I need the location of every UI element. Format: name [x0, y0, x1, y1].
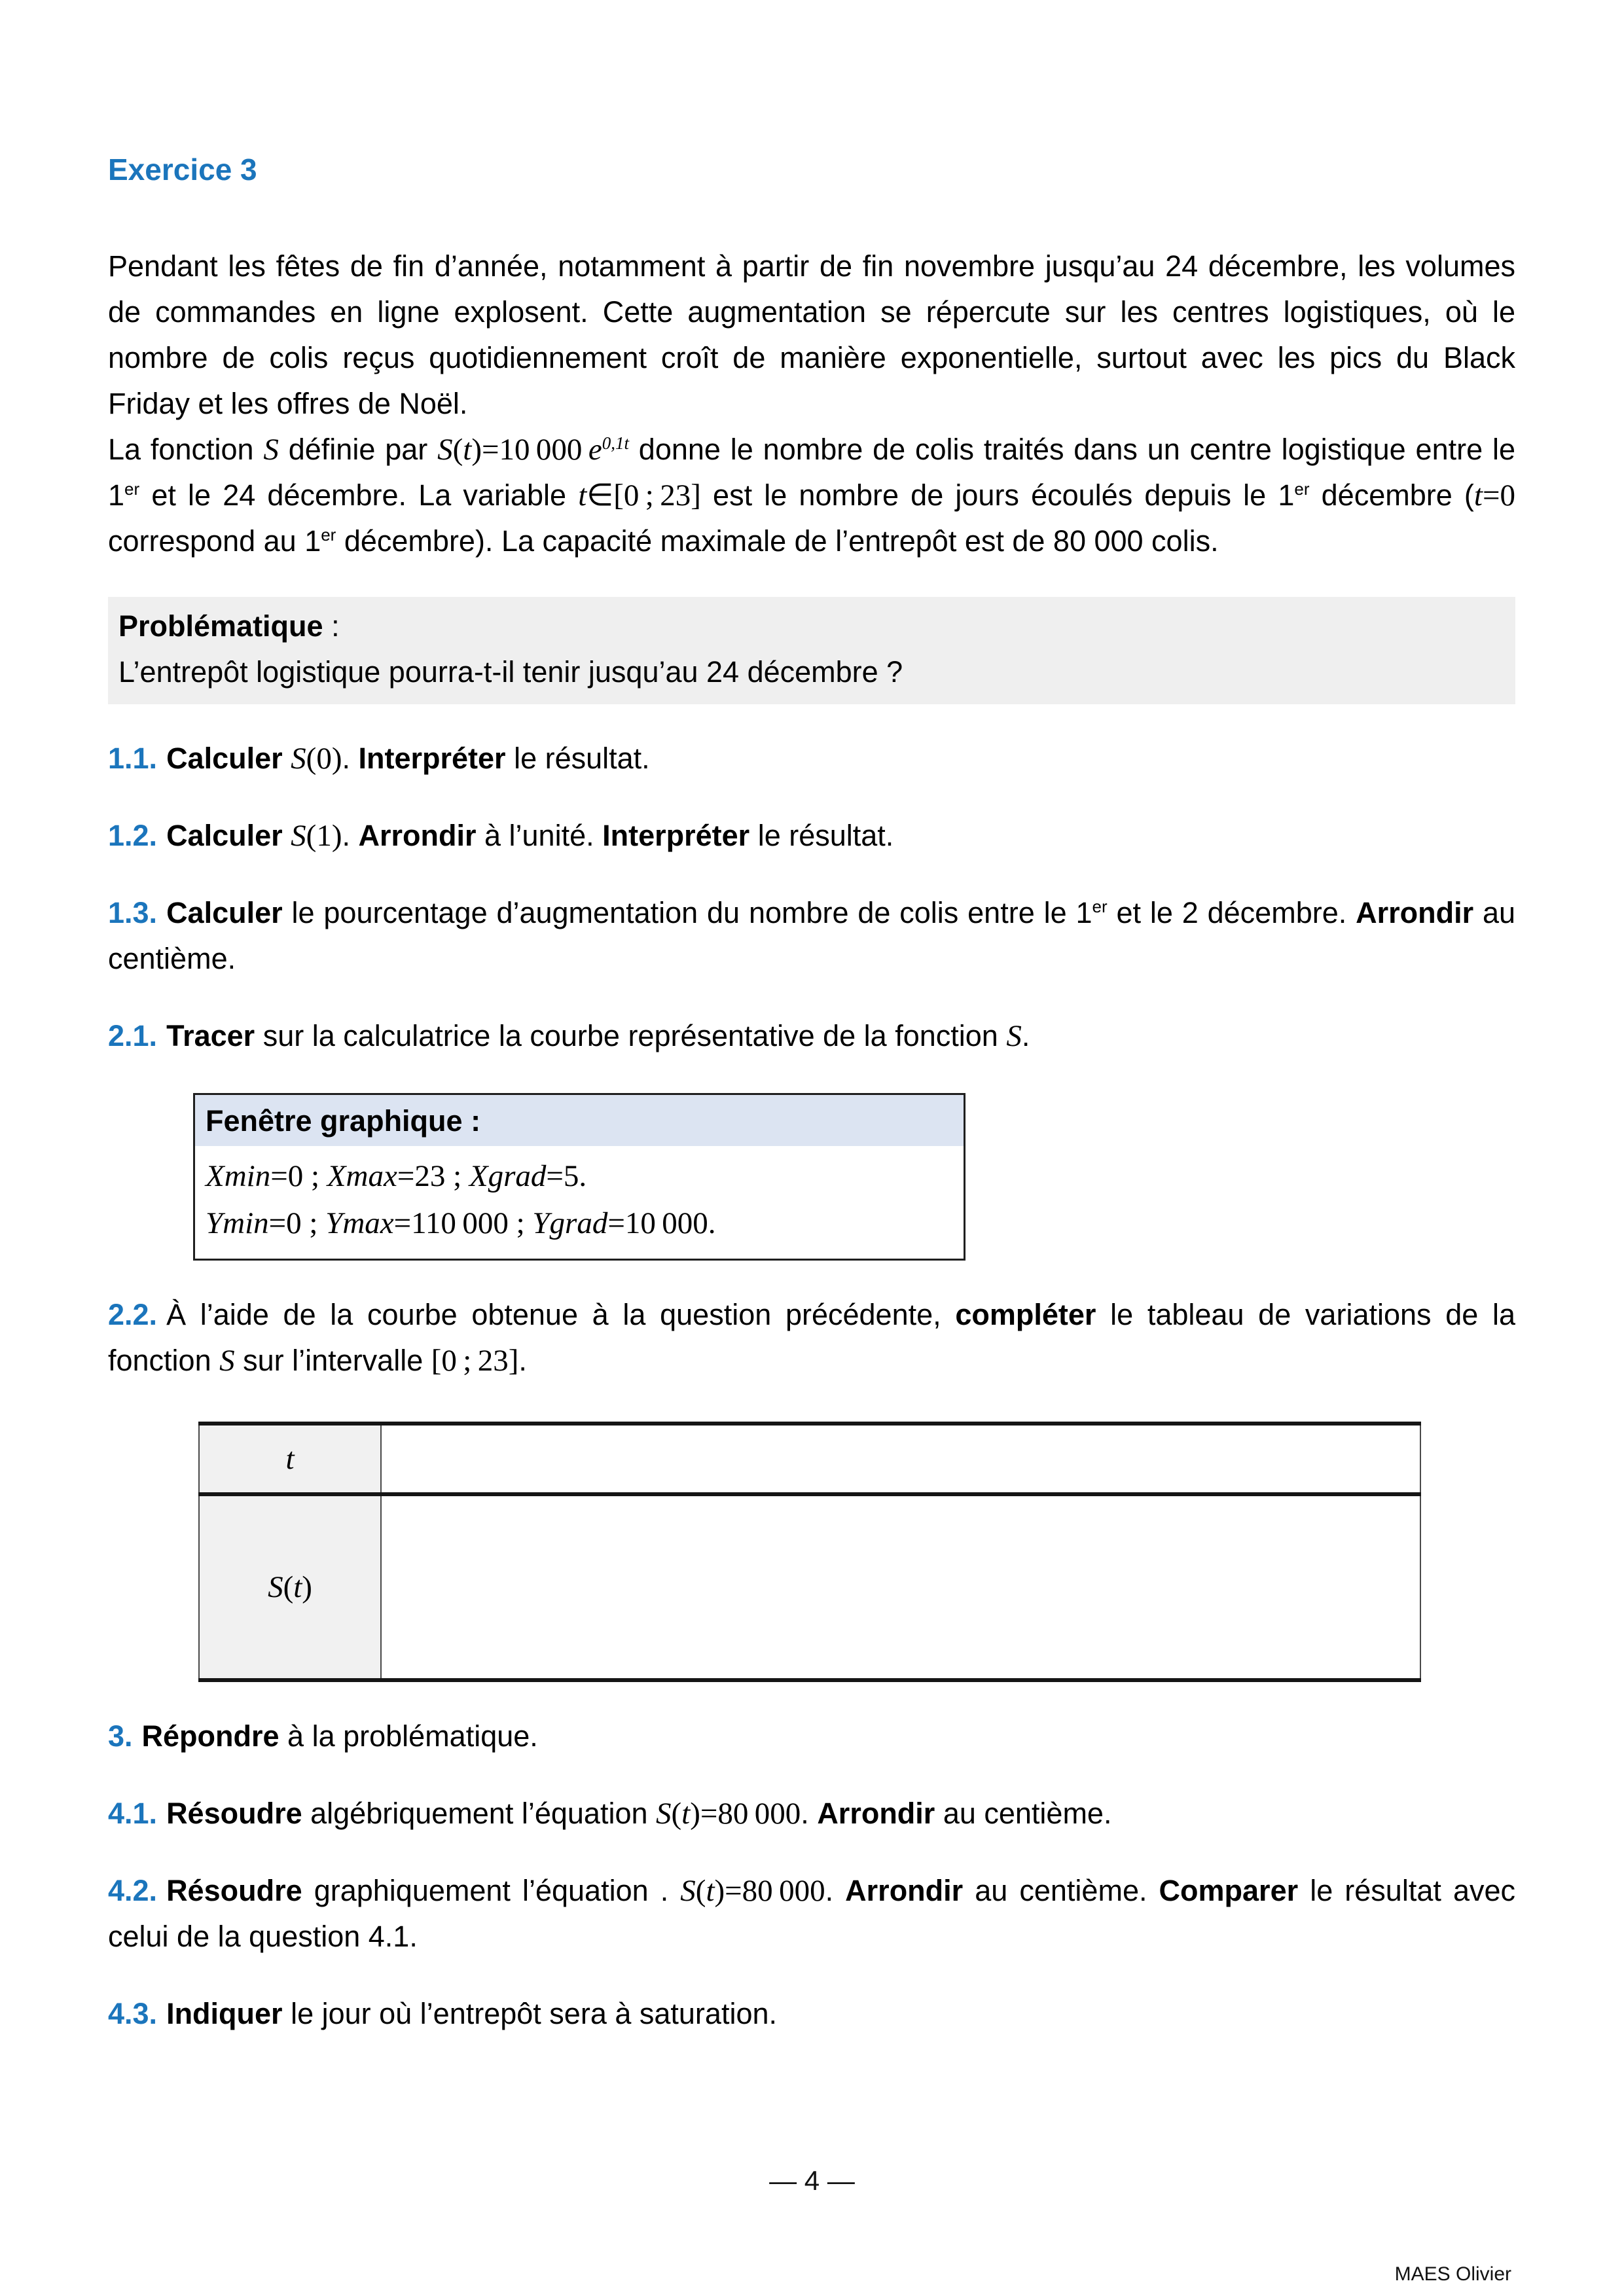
math-paren: ( [671, 1797, 682, 1831]
intro-paragraph-2 [108, 427, 1515, 564]
ordinal-suffix: er [321, 525, 336, 545]
text-fragment: . [825, 1874, 846, 1907]
text-fragment: correspond au 1 [108, 524, 321, 558]
question-number: 4.2. [108, 1874, 158, 1907]
text-fragment: . [342, 819, 359, 852]
text-fragment: . [342, 742, 359, 775]
text-fragment: le tableau de variations de la fonction [108, 1298, 1515, 1377]
math-t: t [293, 1570, 302, 1604]
verb-bold: Tracer [166, 1019, 255, 1052]
question-number: 4.3. [108, 1997, 158, 2030]
math-ymax: Ymax [325, 1206, 394, 1240]
math-value: =5. [546, 1159, 587, 1193]
text-fragment: au centième. [963, 1874, 1159, 1907]
math-S: S [268, 1570, 283, 1604]
verb-bold: Calculer [166, 819, 283, 852]
math-S: S [656, 1797, 672, 1831]
graph-window-box [193, 1093, 965, 1261]
math-paren: ( [283, 1570, 294, 1604]
math-value: =110 000 ; [393, 1206, 533, 1240]
question-3 [108, 1713, 1515, 1759]
question-number: 2.2. [108, 1298, 158, 1331]
verb-bold: Comparer [1159, 1874, 1299, 1907]
math-t: t [285, 1442, 295, 1476]
verb-bold: Calculer [166, 742, 283, 775]
math-S: S [680, 1874, 696, 1908]
text-fragment: au centième. [108, 896, 1516, 975]
math-t: t [463, 433, 472, 467]
verb-bold: Indiquer [166, 1997, 283, 2030]
text-fragment: donne le nombre de colis traités dans un centre logistique entre le 1 [108, 433, 1516, 512]
ordinal-suffix: er [1294, 479, 1310, 499]
math-S: S [291, 742, 306, 776]
text-fragment: à la problématique. [279, 1719, 538, 1753]
text-fragment: à l’unité. [476, 819, 603, 852]
math-xgrad: Xgrad [469, 1159, 547, 1193]
math-equation-value: )=80 000 [714, 1874, 825, 1908]
math-value: =10 000. [607, 1206, 716, 1240]
question-4-2 [108, 1868, 1515, 1960]
text-fragment: La fonction [108, 433, 264, 466]
math-function-name: S [263, 433, 279, 467]
table-cell-t-values [381, 1424, 1420, 1494]
page-number: — 4 — [769, 2165, 855, 2196]
table-header-st [199, 1494, 381, 1680]
math-t: t [578, 478, 587, 512]
question-4-1 [108, 1791, 1515, 1837]
verb-bold: Résoudre [166, 1874, 302, 1907]
text-fragment: À l’aide de la courbe obtenue à la question précédente, [166, 1298, 956, 1331]
math-paren: ( [452, 433, 463, 467]
text-fragment: le pourcentage d’augmentation du nombre de colis entre le 1 [282, 896, 1092, 929]
graph-window-title: Fenêtre graphique : [195, 1095, 964, 1146]
exercise-title: Exercice 3 [108, 152, 257, 187]
math-xmin: Xmin [206, 1159, 271, 1193]
question-4-3 [108, 1991, 1515, 2037]
problem-title-line [118, 603, 1504, 649]
problem-question: L’entrepôt logistique pourra-t-il tenir jusqu’au 24 décembre ? [118, 655, 903, 689]
question-number: 1.2. [108, 819, 158, 852]
math-paren: ) [302, 1570, 312, 1604]
verb-bold: compléter [955, 1298, 1096, 1331]
math-equation-value: )=80 000 [690, 1797, 801, 1831]
intro-paragraph-1: Pendant les fêtes de fin d’année, notamment à partir de fin novembre jusqu’au 24 décembre, les volumes de commandes en ligne explosent. Cette augmentation se répercute sur les centres logistiques, où le nombre de colis reçus quotidiennement croît de manière exponentielle, surtout avec les pics du Black Friday et les offres de Noël. [108, 249, 1515, 420]
verb-bold: Interpréter [602, 819, 750, 852]
math-ymin: Ymin [206, 1206, 269, 1240]
math-t: t [681, 1797, 691, 1831]
text-fragment: définie par [278, 433, 438, 466]
variation-table [198, 1422, 1421, 1682]
verb-bold: Résoudre [166, 1797, 302, 1830]
text-fragment: . [801, 1797, 818, 1830]
math-xmax: Xmax [327, 1159, 397, 1193]
text-fragment: décembre). La capacité maximale de l’entrepôt est de 80 000 colis. [336, 524, 1219, 558]
verb-bold: Arrondir [845, 1874, 964, 1907]
question-2-2 [108, 1292, 1515, 1384]
ordinal-suffix: er [124, 479, 140, 499]
text-fragment: graphiquement l’équation . [302, 1874, 681, 1907]
table-cell-st-values [381, 1494, 1420, 1680]
math-S: S [219, 1344, 235, 1378]
math-ygrad: Ygrad [532, 1206, 608, 1240]
math-interval: ∈[0 ; 23] [586, 478, 701, 512]
author-name: MAES Olivier [1394, 2263, 1511, 2285]
math-S: S [291, 819, 306, 853]
question-1-3 [108, 890, 1515, 982]
math-arg: (1) [306, 819, 342, 853]
math-equals-value: )=10 000 [471, 433, 588, 467]
x-window-settings [206, 1153, 953, 1200]
math-equals-zero: =0 [1482, 478, 1515, 512]
verb-bold: Interpréter [358, 742, 506, 775]
text-fragment: sur l’intervalle [234, 1344, 431, 1377]
text-fragment: et le 24 décembre. La variable [139, 478, 579, 512]
text-fragment: le résultat. [505, 742, 650, 775]
question-number: 1.1. [108, 742, 158, 775]
math-value: =0 ; [268, 1206, 326, 1240]
text-fragment: sur la calculatrice la courbe représentative de la fonction [255, 1019, 1007, 1052]
text-fragment: décembre ( [1309, 478, 1474, 512]
text-fragment: . [1021, 1019, 1030, 1052]
text-fragment: . [518, 1344, 527, 1377]
math-t: t [1473, 478, 1483, 512]
problem-label: Problématique [118, 609, 323, 643]
math-S: S [437, 433, 453, 467]
verb-bold: Arrondir [1356, 896, 1474, 929]
math-exponent: 0,1t [602, 433, 629, 453]
question-number: 2.1. [108, 1019, 158, 1052]
text-fragment: le résultat. [749, 819, 894, 852]
text-fragment: le résultat avec celui de la question 4.1. [108, 1874, 1515, 1953]
y-window-settings [206, 1200, 953, 1247]
table-row-t [199, 1424, 1420, 1494]
graph-window-settings [195, 1146, 964, 1259]
question-number: 1.3. [108, 896, 158, 929]
verb-bold: Arrondir [358, 819, 477, 852]
verb-bold: Calculer [166, 896, 283, 929]
text-fragment: le jour où l’entrepôt sera à saturation. [282, 1997, 778, 2030]
math-e: e [588, 433, 602, 467]
text-fragment: au centième. [935, 1797, 1112, 1830]
question-1-1 [108, 736, 1515, 781]
math-paren: ( [695, 1874, 706, 1908]
question-number: 3. [108, 1719, 133, 1753]
math-value: =23 ; [397, 1159, 469, 1193]
text-fragment: est le nombre de jours écoulés depuis le 1 [700, 478, 1295, 512]
table-header-t [199, 1424, 381, 1494]
text-fragment: algébriquement l’équation [302, 1797, 656, 1830]
math-t: t [706, 1874, 715, 1908]
ordinal-suffix: er [1092, 897, 1108, 916]
math-value: =0 ; [270, 1159, 327, 1193]
math-arg: (0) [306, 742, 342, 776]
table-row-st [199, 1494, 1420, 1680]
question-1-2 [108, 813, 1515, 859]
math-interval: [0 ; 23] [431, 1344, 519, 1378]
question-number: 4.1. [108, 1797, 158, 1830]
problem-colon: : [323, 609, 340, 643]
problem-statement-box [108, 597, 1515, 704]
verb-bold: Arrondir [817, 1797, 935, 1830]
text-fragment: et le 2 décembre. [1107, 896, 1356, 929]
question-2-1 [108, 1013, 1515, 1059]
math-S: S [1006, 1019, 1022, 1053]
verb-bold: Répondre [141, 1719, 280, 1753]
